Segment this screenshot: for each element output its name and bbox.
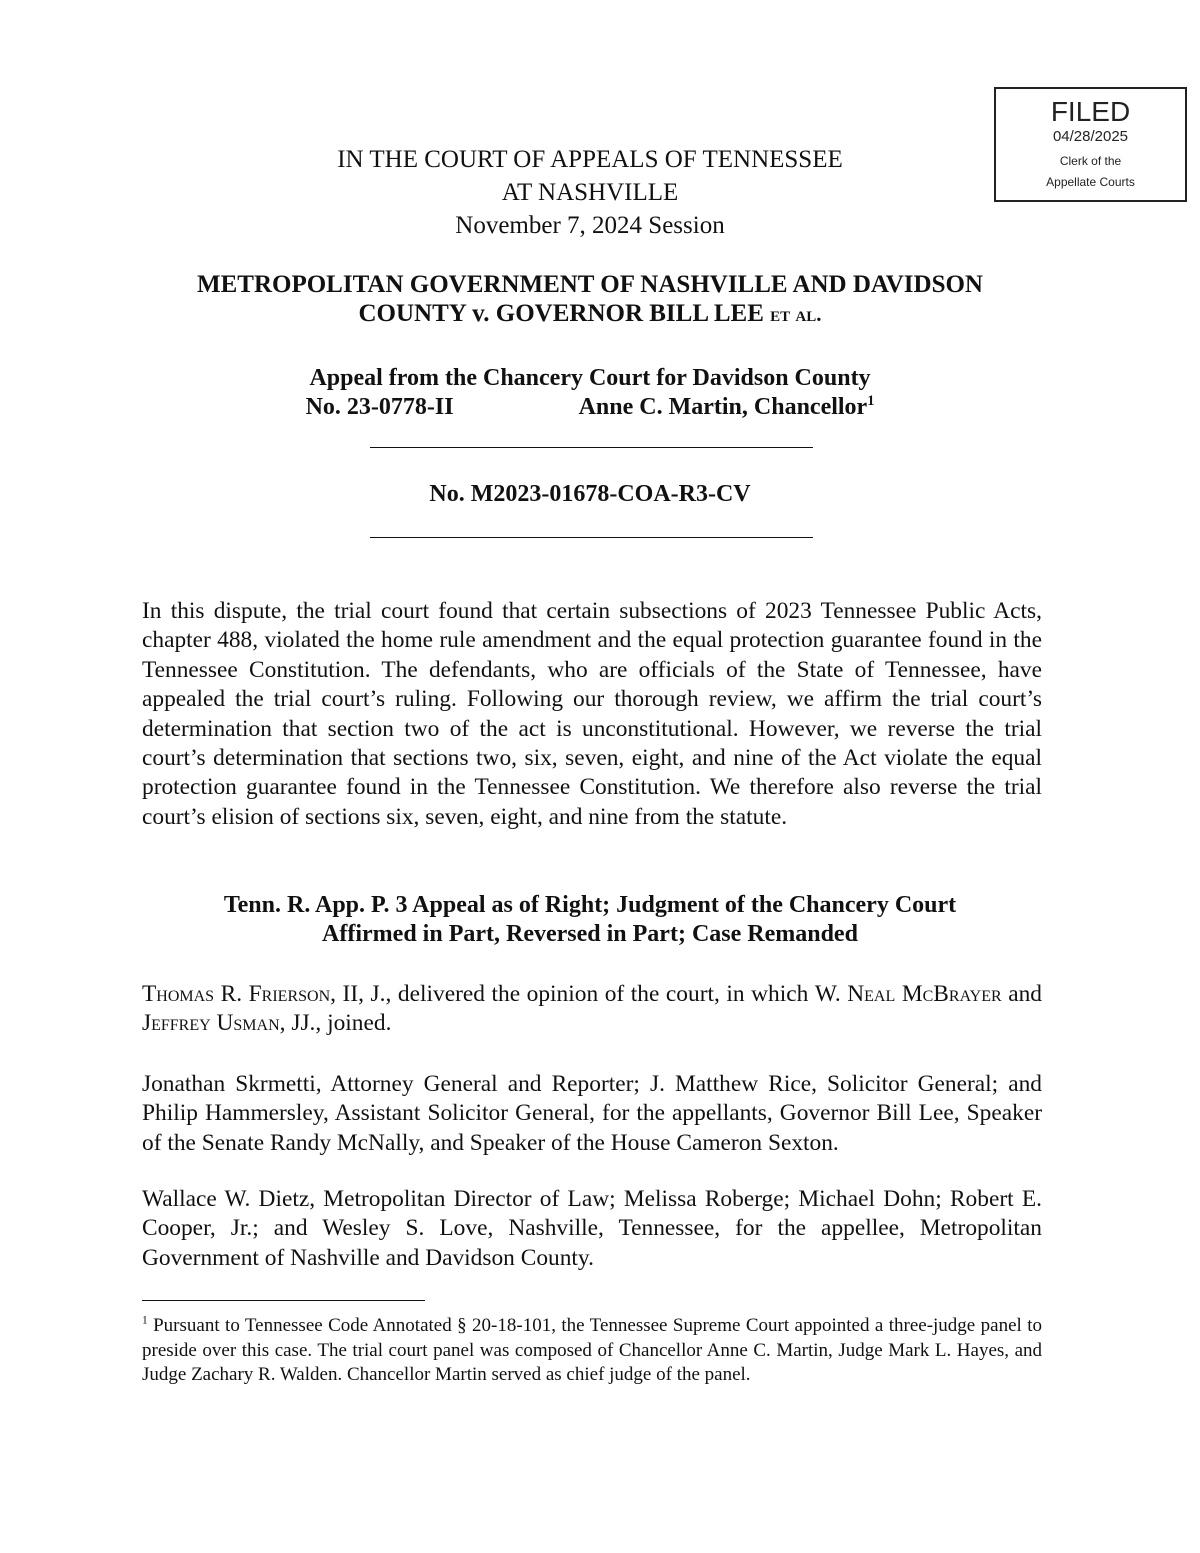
case-caption [140,270,1040,329]
disposition [140,891,1040,949]
footnote-text: Pursuant to Tennessee Code Annotated § 20-18-101, the Tennessee Supreme Court appointed a three-judge panel to preside over this case. The trial court panel was composed of Chancellor Anne C. Martin, Judge Mark L. Hayes, and Judge Zachary R. Walden. Chancellor Martin served as chief judge of the panel. [142,1315,1042,1385]
divider [370,447,813,448]
caption-line1: METROPOLITAN GOVERNMENT OF NASHVILLE AND DAVIDSON [197,271,983,298]
court-header [140,143,1040,242]
appeal-info [140,364,1040,422]
joining-judge: Jeffrey Usman [142,1010,280,1037]
footnote-separator [142,1300,425,1301]
filed-clerk-line1: Clerk of the [1059,154,1122,168]
counsel-appellants: Jonathan Skrmetti, Attorney General and Reporter; J. Matthew Rice, Solicitor General; and Philip Hammersley, Assistant Solicitor General, for the appellants, Governor Bill Lee, Speaker of the Senate Randy McNally, and Speaker of the House Cameron Sexton. [142,1071,1042,1156]
footnote-number: 1 [142,1314,148,1327]
trial-judge: Anne C. Martin, Chancellor [578,394,868,420]
judges-text: , JJ., joined. [279,1010,392,1037]
abstract: In this dispute, the trial court found that certain subsections of 2023 Tennessee Public Acts, chapter 488, violated the home rule amendment and the equal protection guarantee found in the Tennessee Constitution. The defendants, who are officials of the State of Tennessee, have appealed the trial court’s ruling. Following our thorough review, we affirm the trial court’s determination that section two of the act is unconstitutional. However, we reverse the trial court’s determination that sections two, six, seven, eight, and nine of the Act violate the equal protection guarantee found in the Tennessee Constitution. We therefore also reverse the trial court’s elision of sections six, seven, eight, and nine from the statute. [142,598,1042,830]
caption-et-al: et al. [770,302,822,326]
court-name: IN THE COURT OF APPEALS OF TENNESSEE [337,146,843,173]
filed-date: 04/28/2025 [1052,128,1129,145]
joining-judge: W. Neal McBrayer [814,981,1002,1007]
docket-number: No. M2023-01678-COA-R3-CV [429,481,751,507]
footnote [142,1314,1042,1388]
appeal-from: Appeal from the Chancery Court for Davidson County [309,365,871,391]
filed-label: FILED [1050,96,1131,127]
trial-court-number: No. 23-0778-II [305,394,454,420]
judges-text: and [1001,981,1043,1007]
disposition-line1: Tenn. R. App. P. 3 Appeal as of Right; Judgment of the Chancery Court [223,892,957,918]
divider [370,537,813,538]
judges-paragraph [142,980,1042,1039]
disposition-line2: Affirmed in Part, Reversed in Part; Case Remanded [322,921,858,947]
author-judge: Thomas R. Frierson [142,981,331,1007]
caption-line2: COUNTY v. GOVERNOR BILL LEE [358,300,764,327]
judges-text: , II, J., delivered the opinion of the court, in which [330,981,815,1007]
court-location: AT NASHVILLE [501,179,679,206]
filed-clerk-line2: Appellate Courts [1046,175,1135,189]
footnote-ref: 1 [867,393,875,409]
counsel-appellee: Wallace W. Dietz, Metropolitan Director of Law; Melissa Roberge; Michael Dohn; Robert E. Cooper, Jr.; and Wesley S. Love, Nashville, Tennessee, for the appellee, Metropolitan Government of Nashville and Davidson County. [142,1186,1042,1271]
court-session: November 7, 2024 Session [455,212,725,239]
